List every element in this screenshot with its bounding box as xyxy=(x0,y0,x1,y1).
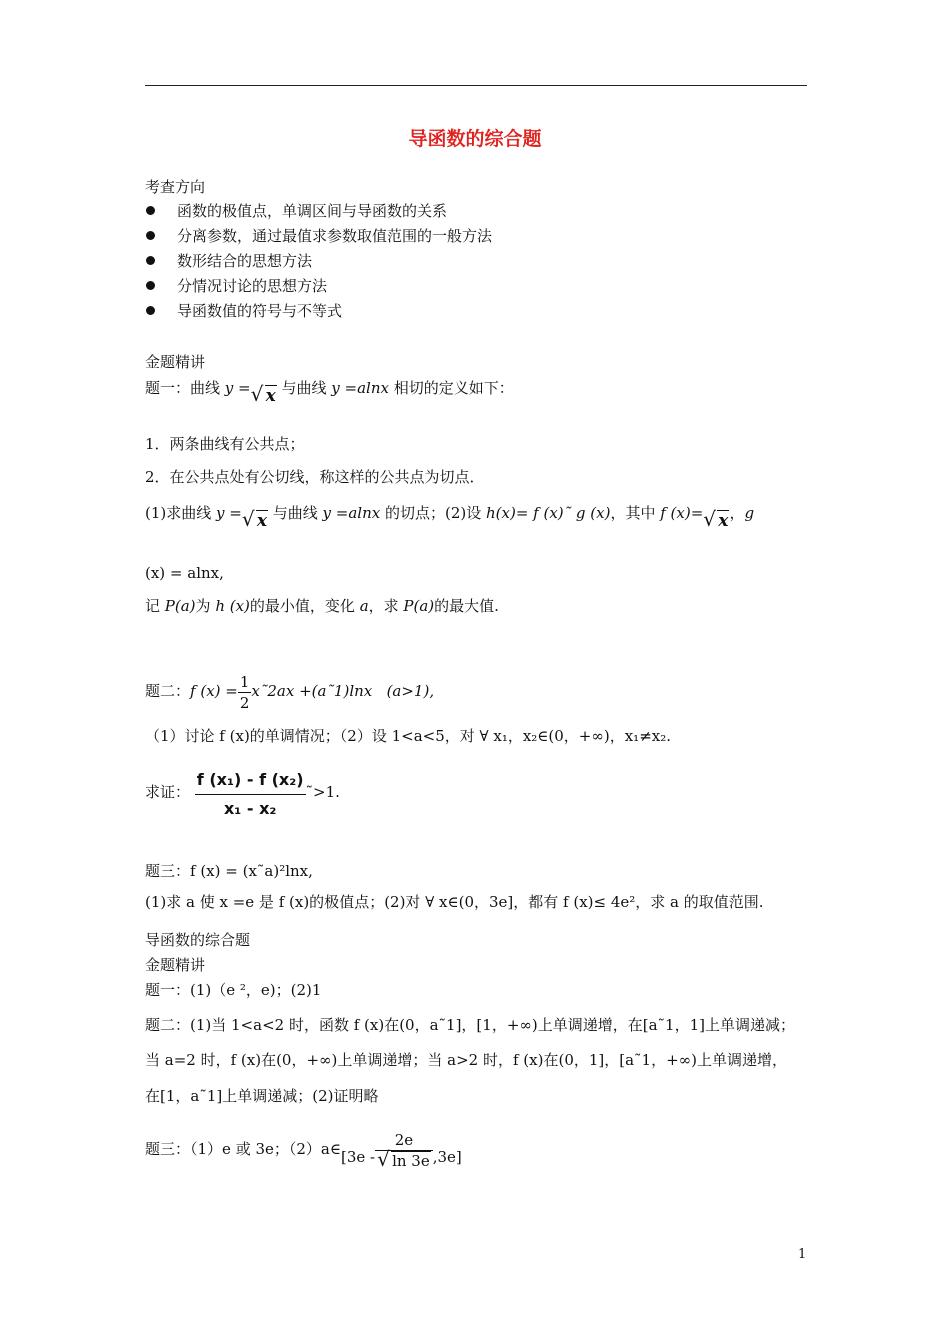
q1-gx: (x) = alnx, xyxy=(145,564,224,582)
q1-part3: 记 P(a)为 h (x)的最小值，变化 a，求 P(a)的最大值. xyxy=(145,597,499,615)
section-focus: 考查方向 xyxy=(145,178,206,196)
answer-2-line1: 题二：(1)当 1<a<2 时，函数 f (x)在(0，a˜1]，[1，+∞)上单调递增，在[a˜1，1]上单调递减； xyxy=(145,1016,795,1034)
answer-3: 题三：（1）e 或 3e；（2）a∈[3e - 2e √ ln 3e ,3e] xyxy=(145,1130,462,1171)
answers-sub: 金题精讲 xyxy=(145,956,206,974)
bullet-dot-icon xyxy=(146,256,155,265)
q3-part: (1)求 a 使 x =e 是 f (x)的极值点；(2)对 ∀ x∈(0，3e]，都有 f (x)≤ 4e²，求 a 的取值范围. xyxy=(145,893,764,911)
q1-intro: 题一：曲线 y =√ x 与曲线 y =alnx 相切的定义如下： xyxy=(145,378,514,406)
bullet-item: 数形结合的思想方法 xyxy=(146,251,312,271)
top-rule xyxy=(145,85,807,86)
answer-3-fraction: 2e √ ln 3e xyxy=(375,1130,433,1171)
q1-def2: 2．在公共点处有公切线，称这样的公共点为切点． xyxy=(145,468,485,486)
answer-2-line3: 在[1，a˜1]上单调递减；(2)证明略 xyxy=(145,1087,379,1105)
bullet-item: 分情况讨论的思想方法 xyxy=(146,276,327,296)
q1-def1: 1．两条曲线有公共点； xyxy=(145,435,305,453)
sqrt-x: √ x xyxy=(251,386,277,406)
q3-intro: 题三：f (x) = (x˜a)²lnx, xyxy=(145,862,313,880)
answers-header: 导函数的综合题 xyxy=(145,931,251,949)
bullet-item: 分离参数，通过最值求参数取值范围的一般方法 xyxy=(146,226,492,246)
fraction-half: $\frac{1}{2}$ xyxy=(239,673,250,712)
section-lecture: 金题精讲 xyxy=(145,353,206,371)
q2-part: （1）讨论 f (x)的单调情况；（2）设 1<a<5，对 ∀ x₁，x₂∈(0，+∞)，x₁≠x₂. xyxy=(145,727,672,745)
q2-prove: 求证： $\frac{\text{f (x₁) - f (x₂)}}{\text{x₁ - x₂}}$ ˜>1. xyxy=(145,770,340,818)
bullet-dot-icon xyxy=(146,281,155,290)
answer-1: 题一：(1)（e ²，e)；(2)1 xyxy=(145,981,322,999)
bullet-item: 导函数值的符号与不等式 xyxy=(146,301,342,321)
difference-quotient: $\frac{\text{f (x₁) - f (x₂)}}{\text{x₁ - x₂}}$ xyxy=(196,770,304,818)
q2-intro: 题二：f (x) = $\frac{1}{2}$ x˜2ax +(a˜1)lnx (a>1), xyxy=(145,673,435,712)
page-title: 导函数的综合题 xyxy=(408,128,542,150)
bullet-dot-icon xyxy=(146,206,155,215)
bullet-dot-icon xyxy=(146,231,155,240)
answer-2-line2: 当 a=2 时，f (x)在(0，+∞)上单调递增；当 a>2 时，f (x)在(0，1]，[a˜1，+∞)上单调递增， xyxy=(145,1051,788,1069)
bullet-dot-icon xyxy=(146,306,155,315)
bullet-item: 函数的极值点，单调区间与导函数的关系 xyxy=(146,201,447,221)
page-number: 1 xyxy=(798,1247,807,1262)
q1-part1: (1)求曲线 y =√ x 与曲线 y =alnx 的切点；(2)设 h(x)= f (x)˜ g (x)，其中 f (x)=√ x，g xyxy=(145,503,754,531)
